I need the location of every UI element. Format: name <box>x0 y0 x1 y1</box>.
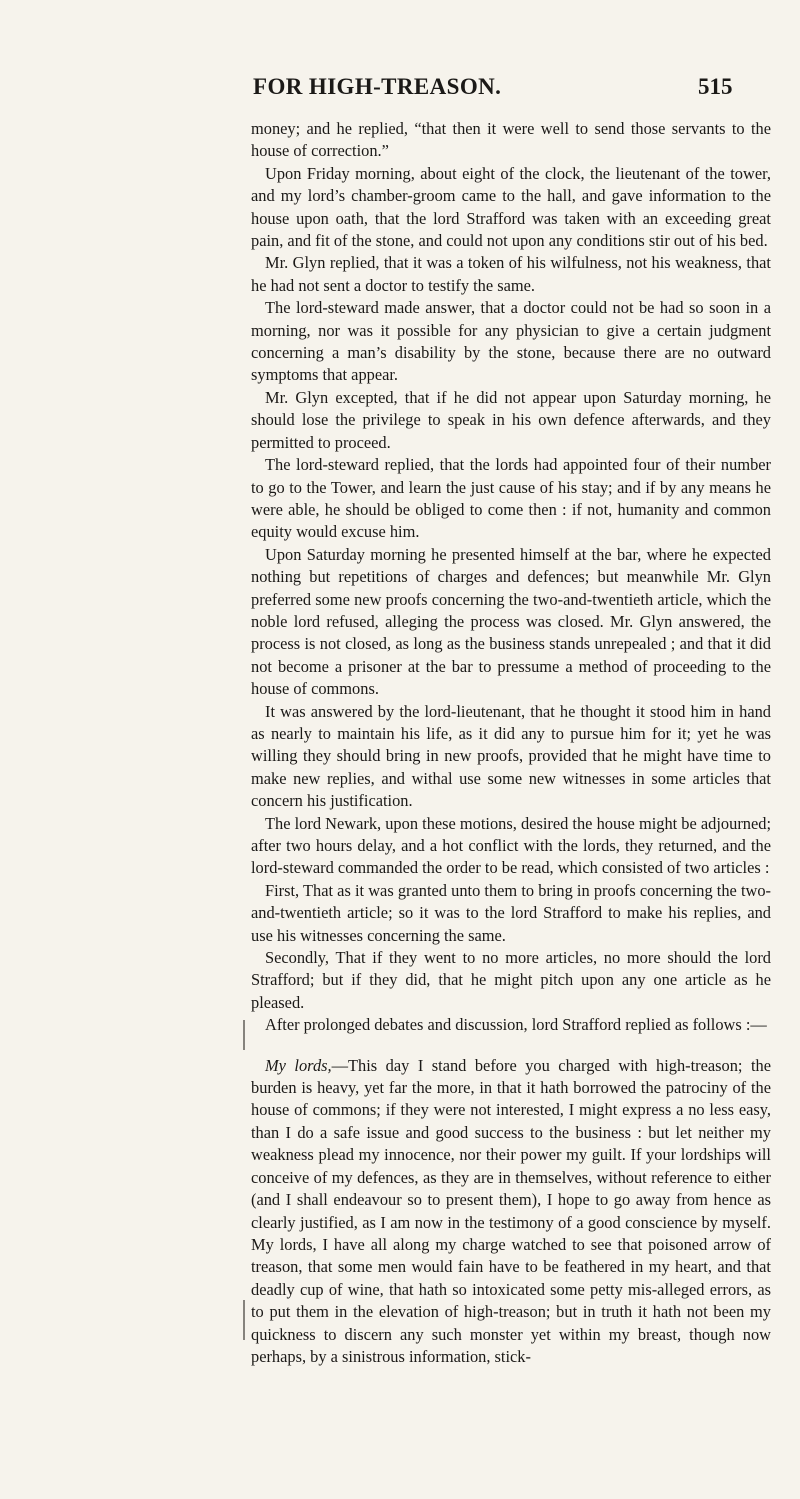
page-header <box>0 74 800 104</box>
body-text <box>251 118 771 1368</box>
speech-paragraph <box>251 1055 771 1369</box>
speech-text: —This day I stand before you charged with high-treason; the burden is heavy, yet far the more, in that it hath borrowed the patrociny of the house of commons; if they were not interested, I might express a no less easy, than I do a safe issue and good success to the business : but let neither my weakness plead my innocence, nor their power my guilt. If your lordships will conceive of my defences, as they are in themselves, without reference to either (and I shall endeavour so to present them), I hope to go away from hence as clearly justified, as I am now in the testimony of a good conscience by myself. My lords, I have all along my charge watched to see that poisoned arrow of treason, that some men would fain have to be feathered in my heart, and that deadly cup of wine, that hath so intoxicated some petty mis-alleged errors, as to put them in the elevation of high-treason; but in truth it hath not been my quickness to discern any such monster yet within my breast, though now perhaps, by a sinistrous information, stick- <box>251 1055 772 1366</box>
running-title: FOR HIGH-TREASON. <box>253 74 502 99</box>
page-number: 515 <box>698 74 733 99</box>
paragraph: It was answered by the lord-lieutenant, that he thought it stood him in hand as nearly to maintain his life, as it did any to pursue him for it; yet he was willing they should bring in new proofs, provided that he might have time to make new replies, and withal use some new witnesses in some articles that concern his justification. <box>251 701 771 811</box>
paragraph: money; and he replied, “that then it were well to send those servants to the house of correction.” <box>251 119 771 161</box>
paragraph: Upon Saturday morning he presented himself at the bar, where he expected nothing but repetitions of charges and defences; but meanwhile Mr. Glyn preferred some new proofs concerning the two-and-twentieth article, which the noble lord refused, alleging the process was closed. Mr. Glyn answered, the process is not closed, as long as the business stands unrepealed ; and that it did not become a prisoner at the bar to pressume a method of proceeding to the house of commons. <box>251 544 771 699</box>
paragraph: Secondly, That if they went to no more articles, no more should the lord Strafford; but if they did, that he might pitch upon any one article as he pleased. <box>251 948 771 1012</box>
paragraph: Mr. Glyn replied, that it was a token of his wilfulness, not his weakness, that he had not sent a doctor to testify the same. <box>251 253 771 295</box>
gutter-shadow-mark <box>243 1020 245 1050</box>
gutter-shadow-mark <box>243 1300 245 1340</box>
paragraph: The lord-steward made answer, that a doctor could not be had so soon in a morning, nor was it possible for any physician to give a certain judgment concerning a man’s disability by the stone, because there are no outward symptoms that appear. <box>251 298 771 385</box>
paragraph: The lord-steward replied, that the lords had appointed four of their number to go to the Tower, and learn the just cause of his stay; and if by any means he were able, he should be obliged to come then : if not, humanity and common equity would excuse him. <box>251 455 771 542</box>
paragraph: After prolonged debates and discussion, lord Strafford replied as follows :— <box>265 1015 767 1035</box>
speech-salutation: My lords, <box>265 1055 332 1075</box>
paragraph: First, That as it was granted unto them to bring in proofs concerning the two-and-twentieth article; so it was to the lord Strafford to make his replies, and use his witnesses concerning the same. <box>251 880 771 945</box>
paragraph: The lord Newark, upon these motions, desired the house might be adjourned; after two hours delay, and a hot conflict with the lords, they returned, and the lord-steward commanded the order to be read, which consisted of two articles : <box>251 813 771 878</box>
paragraph: Mr. Glyn excepted, that if he did not appear upon Saturday morning, he should lose the privilege to speak in his own defence afterwards, and they permitted to proceed. <box>251 387 771 452</box>
paragraph: Upon Friday morning, about eight of the clock, the lieutenant of the tower, and my lord’s chamber-groom came to the hall, and gave information to the house upon oath, that the lord Strafford was taken with an exceeding great pain, and fit of the stone, and could not upon any conditions stir out of his bed. <box>251 163 771 251</box>
